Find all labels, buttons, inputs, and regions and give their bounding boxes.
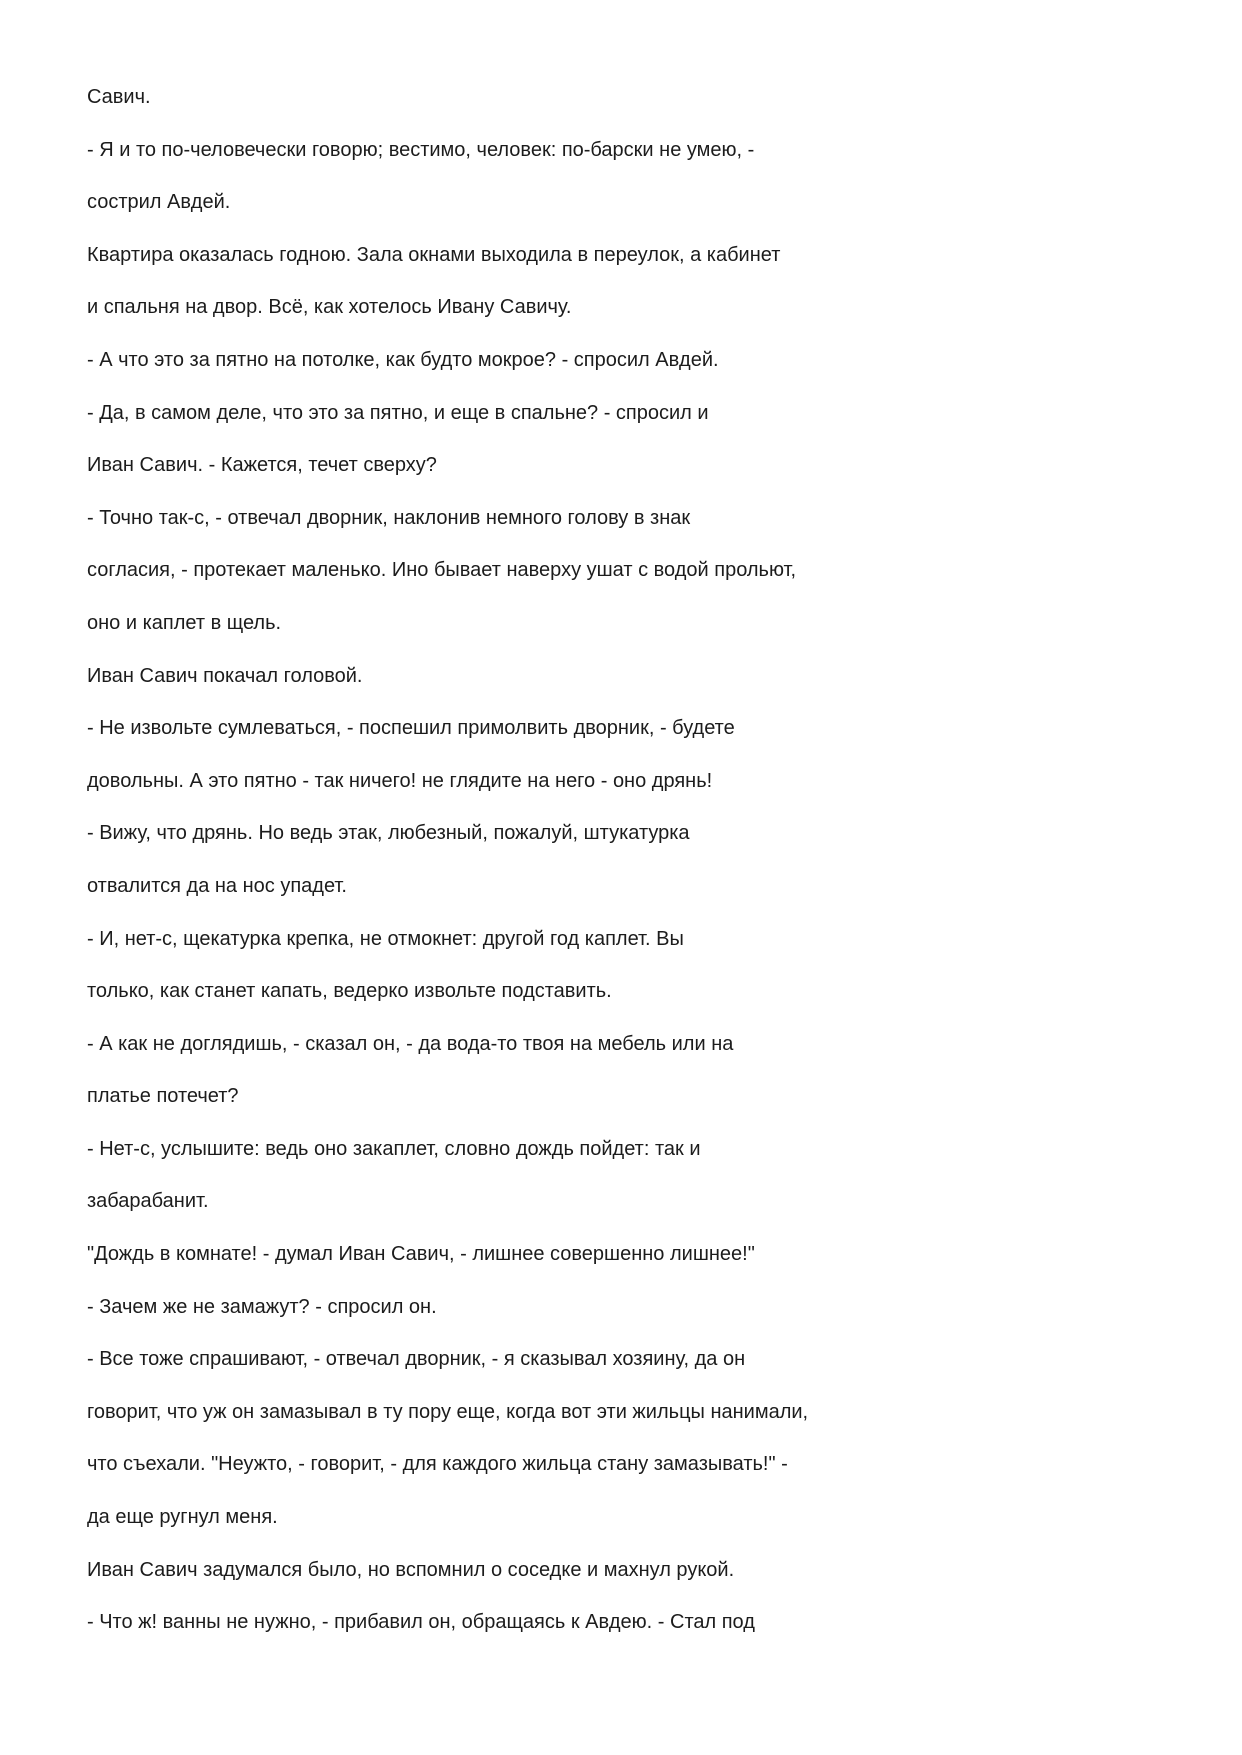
text-line: оно и каплет в щель.	[87, 611, 282, 634]
text-line: - Я и то по-человечески говорю; вестимо, человек: по-барски не умею, -	[87, 138, 755, 161]
text-line: "Дождь в комнате! - думал Иван Савич, - лишнее совершенно лишнее!"	[87, 1243, 755, 1266]
text-line: - Не извольте сумлеваться, - поспешил примолвить дворник, - будете	[87, 717, 735, 740]
text-line: сострил Авдей.	[87, 191, 231, 214]
text-line: Иван Савич покачал головой.	[87, 664, 363, 687]
text-line: только, как станет капать, ведерко извольте подставить.	[87, 980, 612, 1003]
text-line: - А как не доглядишь, - сказал он, - да вода-то твоя на мебель или на	[87, 1032, 734, 1055]
text-line: - Что ж! ванны не нужно, - прибавил он, обращаясь к Авдею. - Стал под	[87, 1611, 755, 1634]
text-line: - Все тоже спрашивают, - отвечал дворник, - я сказывал хозяину, да он	[87, 1348, 746, 1371]
text-line: да еще ругнул меня.	[87, 1506, 278, 1529]
text-line: согласия, - протекает маленько. Ино бывает наверху ушат с водой прольют,	[87, 559, 797, 582]
text-line: Квартира оказалась годною. Зала окнами выходила в переулок, а кабинет	[87, 243, 781, 266]
document-text	[87, 80, 1147, 1658]
text-line: - А что это за пятно на потолке, как будто мокрое? - спросил Авдей.	[87, 348, 719, 371]
text-line: - Зачем же не замажут? - спросил он.	[87, 1295, 437, 1318]
text-line: - И, нет-с, щекатурка крепка, не отмокнет: другой год каплет. Вы	[87, 927, 684, 950]
text-line: - Точно так-с, - отвечал дворник, наклонив немного голову в знак	[87, 506, 691, 529]
text-line: говорит, что уж он замазывал в ту пору еще, когда вот эти жильцы нанимали,	[87, 1400, 809, 1423]
text-line: Иван Савич. - Кажется, течет сверху?	[87, 454, 437, 477]
text-line: Иван Савич задумался было, но вспомнил о соседке и махнул рукой.	[87, 1558, 735, 1581]
text-line: забарабанит.	[87, 1190, 209, 1213]
text-line: платье потечет?	[87, 1085, 239, 1108]
text-line: и спальня на двор. Всё, как хотелось Ивану Савичу.	[87, 296, 572, 319]
text-line: - Вижу, что дрянь. Но ведь этак, любезный, пожалуй, штукатурка	[87, 822, 690, 845]
text-line: довольны. А это пятно - так ничего! не глядите на него - оно дрянь!	[87, 769, 713, 792]
text-line: - Да, в самом деле, что это за пятно, и еще в спальне? - спросил и	[87, 401, 709, 424]
text-line: что съехали. "Неужто, - говорит, - для каждого жильца стану замазывать!" -	[87, 1453, 788, 1476]
text-line: отвалится да на нос упадет.	[87, 874, 347, 897]
text-line: - Нет-с, услышите: ведь оно закаплет, словно дождь пойдет: так и	[87, 1137, 701, 1160]
text-line: Савич.	[87, 86, 151, 108]
